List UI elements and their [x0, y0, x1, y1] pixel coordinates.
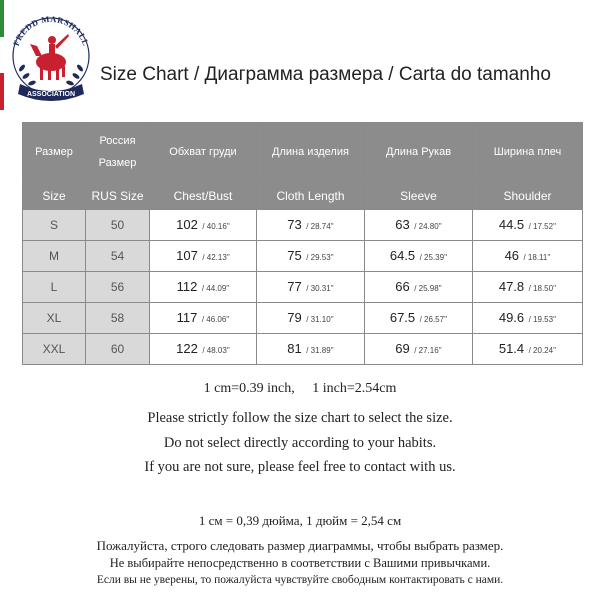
length-cell: 73 / 28.74'' [257, 210, 365, 241]
size-cell: XXL [23, 334, 86, 365]
sleeve-cell: 67.5 / 26.57'' [365, 303, 473, 334]
chest-cell: 112 / 44.09'' [150, 272, 257, 303]
table-header-english [23, 182, 583, 210]
size-cell: S [23, 210, 86, 241]
header-cell: Size [23, 182, 86, 210]
header-cell: Shoulder [473, 182, 583, 210]
header-cell: Размер [23, 123, 86, 182]
size-chart-table [22, 122, 583, 365]
instruction-en-1: Please strictly follow the size chart to select the size. [147, 410, 453, 426]
instruction-en-2: Do not select directly according to your habits. [163, 435, 437, 451]
shoulder-cell: 46 / 18.11'' [473, 241, 583, 272]
header-cell: Chest/Bust [150, 182, 257, 210]
shoulder-cell: 44.5 / 17.52'' [473, 210, 583, 241]
rus-size-cell: 60 [86, 334, 150, 365]
instruction-ru-3: Если вы не уверены, то пожалуйста чувствуйте свободным контактировать с нами. [96, 574, 504, 586]
chest-cell: 117 / 46.06'' [150, 303, 257, 334]
length-cell: 81 / 31.89'' [257, 334, 365, 365]
header-cell: Обхват груди [150, 123, 257, 182]
shoulder-cell: 51.4 / 20.24'' [473, 334, 583, 365]
table-header-russian [23, 123, 583, 182]
logo-arc-text: FREDD MARSHALL [10, 13, 92, 48]
rus-size-cell: 58 [86, 303, 150, 334]
length-cell: 77 / 30.31'' [257, 272, 365, 303]
header-cell: Cloth Length [257, 182, 365, 210]
header-cell: Длина Рукав [365, 123, 473, 182]
chest-cell: 102 / 40.16'' [150, 210, 257, 241]
table-row [23, 334, 583, 365]
sleeve-cell: 64.5 / 25.39'' [365, 241, 473, 272]
instruction-ru-1: Пожалуйста, строго следовать размер диаграммы, чтобы выбрать размер. [96, 538, 504, 553]
sleeve-cell: 63 / 24.80'' [365, 210, 473, 241]
instruction-ru-2: Не выбирайте непосредственно в соответствии с Вашими привычками. [109, 556, 491, 570]
header-cell: RUS Size [86, 182, 150, 210]
rus-size-cell: 50 [86, 210, 150, 241]
conversion-note-ru: 1 см = 0,39 дюйма, 1 дюйм = 2,54 см [198, 513, 402, 528]
chest-cell: 107 / 42.13'' [150, 241, 257, 272]
table-row [23, 272, 583, 303]
table-row [23, 241, 583, 272]
sleeve-cell: 69 / 27.16'' [365, 334, 473, 365]
logo-banner-text: ASSOCIATION [26, 91, 76, 98]
header-cell: Ширина плеч [473, 123, 583, 182]
length-cell: 75 / 29.53'' [257, 241, 365, 272]
page-title: Size Chart / Диаграмма размера / Carta do tamanho [100, 64, 551, 85]
conversion-note: 1 cm=0.39 inch, 1 inch=2.54cm [203, 381, 397, 396]
sleeve-cell: 66 / 25.98'' [365, 272, 473, 303]
size-cell: M [23, 241, 86, 272]
chest-cell: 122 / 48.03'' [150, 334, 257, 365]
flag-stripe [0, 0, 4, 110]
size-cell: L [23, 272, 86, 303]
brand-logo [6, 4, 96, 108]
header-cell: Sleeve [365, 182, 473, 210]
header-cell: Длина изделия [257, 123, 365, 182]
table-row [23, 303, 583, 334]
rus-size-cell: 56 [86, 272, 150, 303]
shoulder-cell: 49.6 / 19.53'' [473, 303, 583, 334]
polo-horse-icon [30, 34, 69, 80]
size-cell: XL [23, 303, 86, 334]
rus-size-cell: 54 [86, 241, 150, 272]
table-row [23, 210, 583, 241]
header-cell: Россия Размер [86, 123, 150, 182]
length-cell: 79 / 31.10'' [257, 303, 365, 334]
instruction-en-3: If you are not sure, please feel free to contact with us. [144, 459, 456, 475]
shoulder-cell: 47.8 / 18.50'' [473, 272, 583, 303]
